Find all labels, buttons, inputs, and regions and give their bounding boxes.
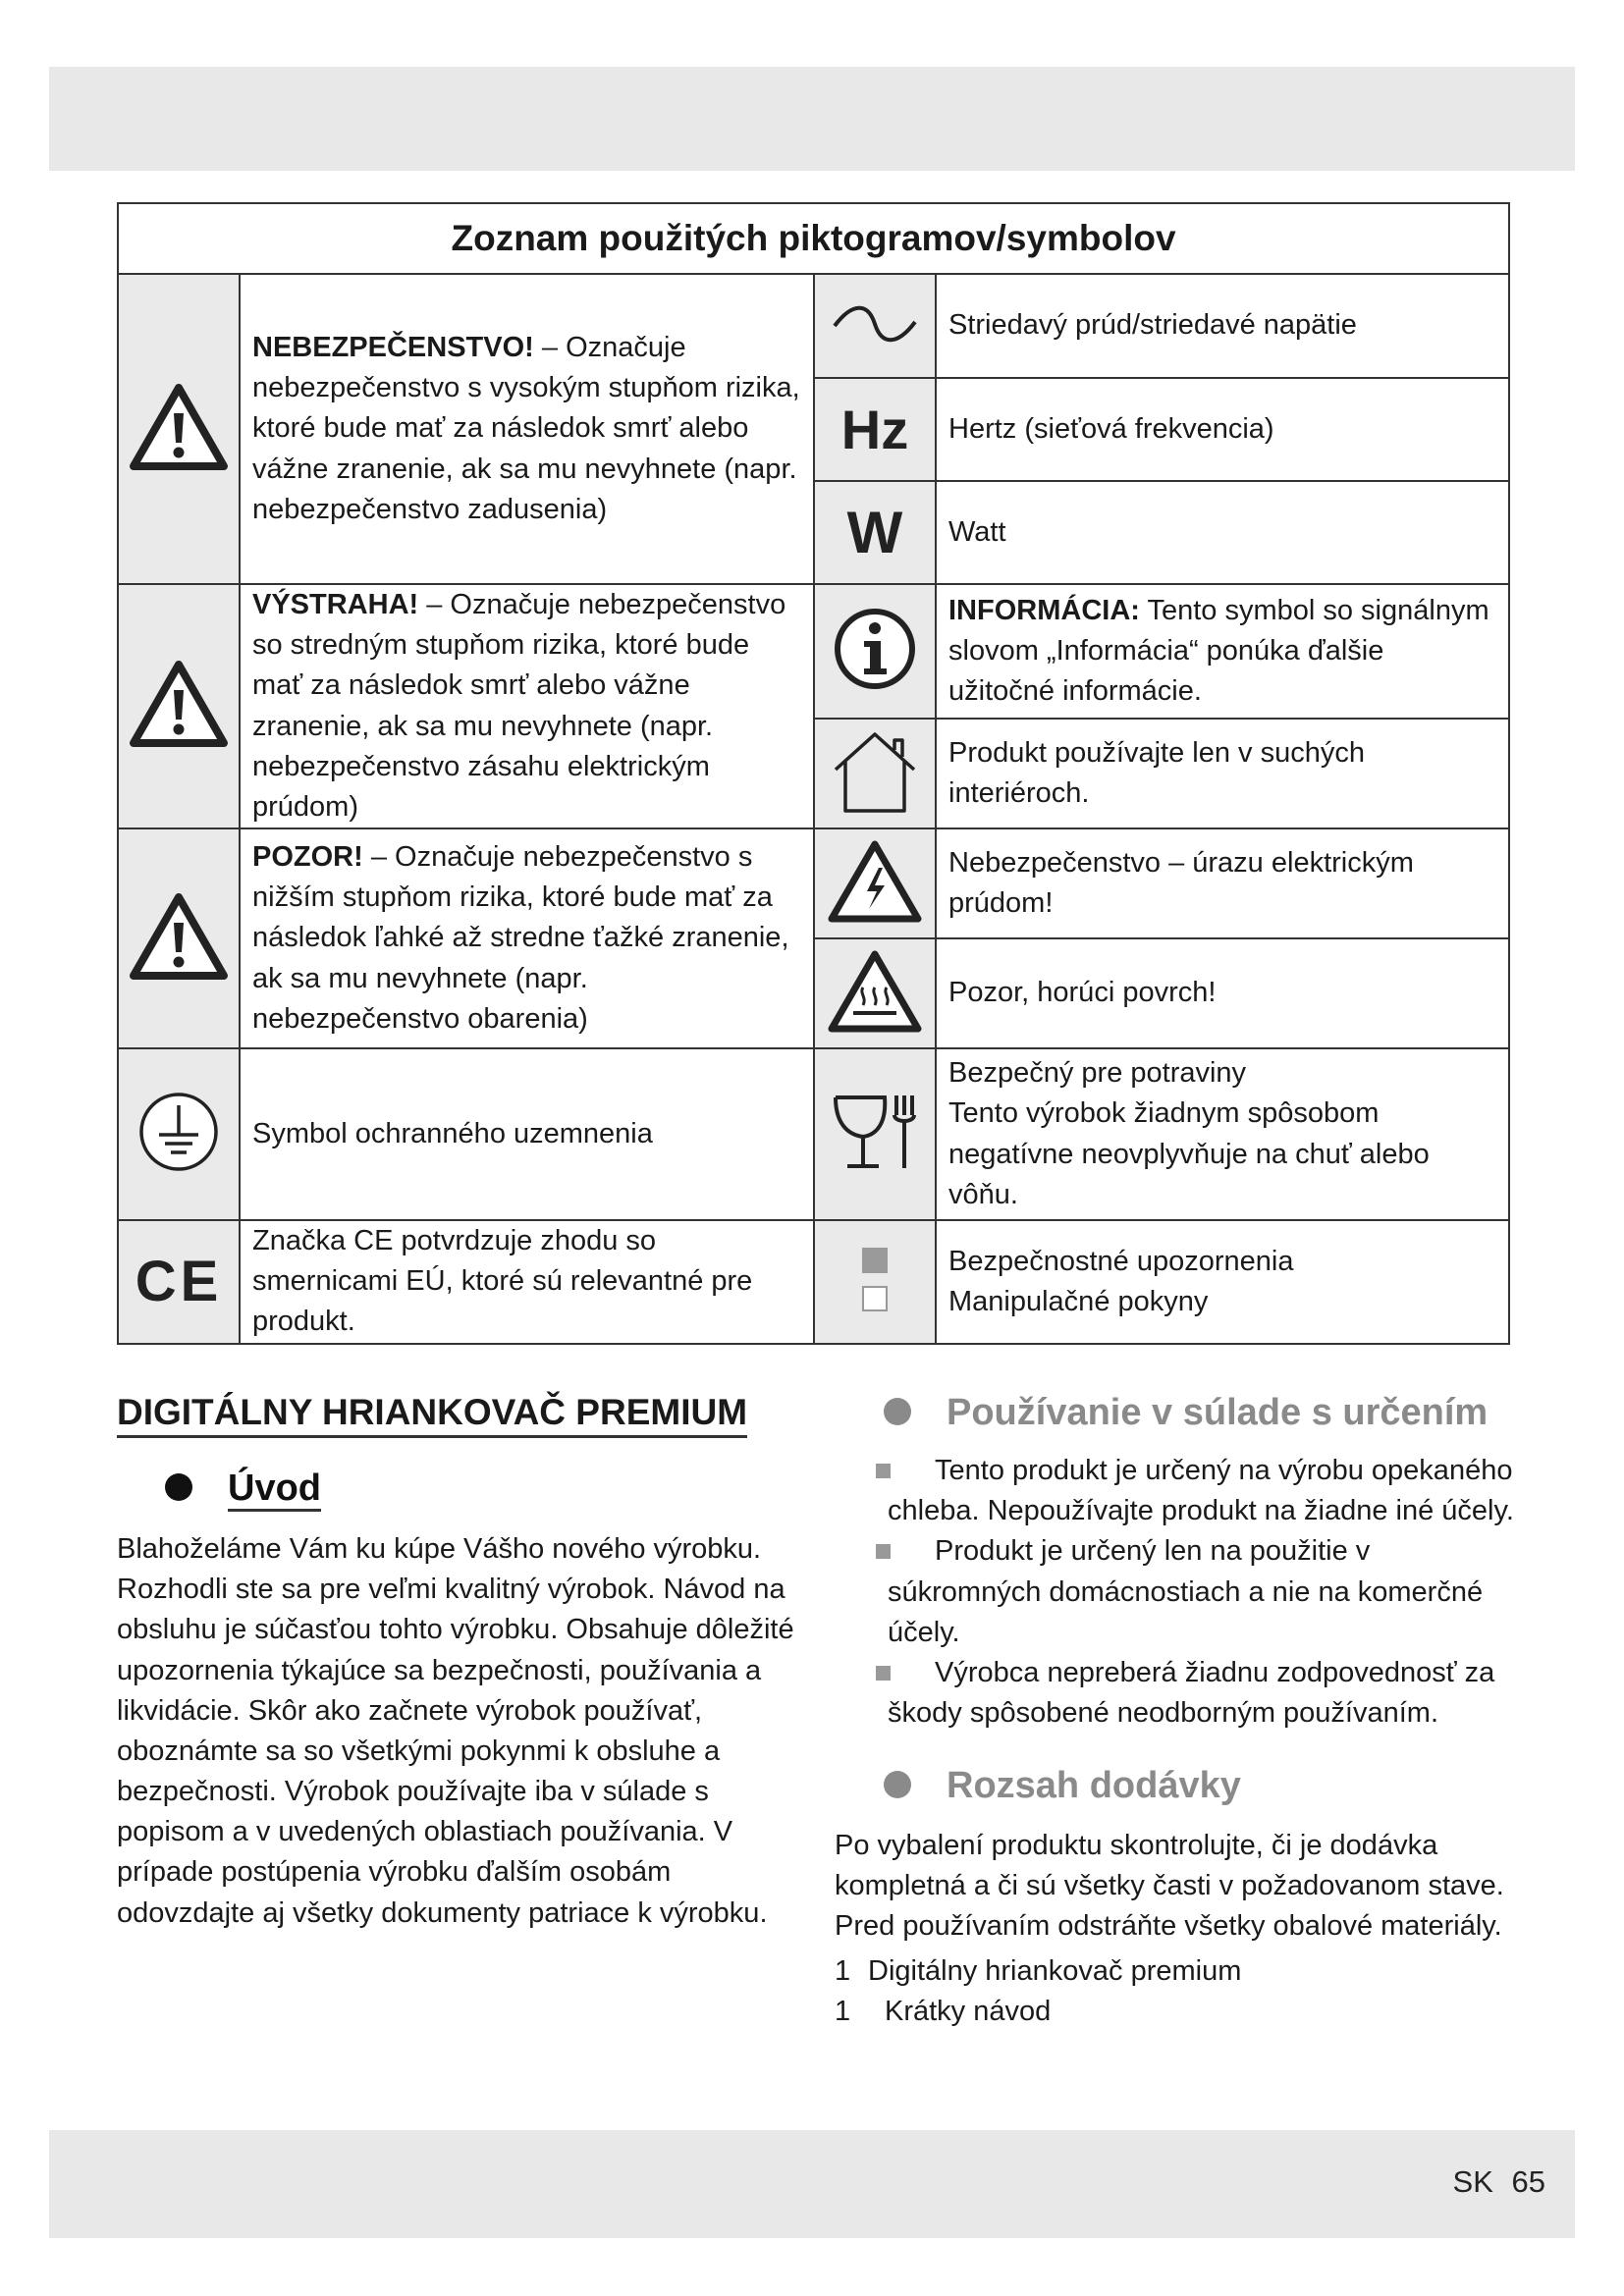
ground-symbol xyxy=(118,1048,240,1220)
square-bullet-icon xyxy=(876,1464,891,1478)
danger-description xyxy=(240,274,814,584)
food-text: Tento výrobok žiadnym spôsobom negatívne neovplyvňuje na chuť alebo vôňu. xyxy=(948,1097,1430,1210)
protective-earth-icon xyxy=(135,1088,223,1176)
square-bullet-icon xyxy=(876,1666,891,1681)
warning-description xyxy=(240,584,814,828)
ce-symbol xyxy=(118,1220,240,1344)
alternating-current-icon xyxy=(831,304,919,344)
danger-text: – Označuje nebezpečenstvo s vysokým stupňom rizika, ktoré bude mať za následok smrť alebo vážne zranenie, ak sa mu nevyhnete (napr. nebezpečenstvo zadusenia) xyxy=(252,332,800,525)
legend-handling: Manipulačné pokyny xyxy=(948,1285,1209,1317)
danger-symbol xyxy=(118,274,240,584)
footer-page: 65 xyxy=(1511,2164,1545,2199)
delivery-text: Po vybalení produktu skontrolujte, či je dodávka kompletná a či sú všetky časti v požadovanom stave. Pred používaním odstráňte všetky obalové materiály. xyxy=(835,1830,1504,1943)
w-symbol xyxy=(814,481,936,584)
indoor-text: Produkt používajte len v suchých interiéroch. xyxy=(936,719,1509,828)
legend-description xyxy=(936,1220,1509,1344)
food-symbol xyxy=(814,1048,936,1220)
bullet-icon xyxy=(884,1771,911,1798)
list-item xyxy=(876,1531,1524,1653)
caution-label: POZOR! xyxy=(252,841,363,874)
page-number xyxy=(1453,2164,1545,2200)
list-item-text: Výrobca nepreberá žiadnu zodpovednosť za škody spôsobené neodborným používaním. xyxy=(888,1656,1495,1730)
ground-text: Symbol ochranného uzemnenia xyxy=(240,1048,814,1220)
intended-use-list xyxy=(876,1451,1524,1734)
warning-label: VÝSTRAHA! xyxy=(252,589,419,620)
legend-safety: Bezpečnostné upozornenia xyxy=(948,1245,1294,1277)
product-title: DIGITÁLNY HRIANKOVAČ PREMIUM xyxy=(117,1392,747,1438)
warning-triangle-icon xyxy=(128,382,230,472)
ce-mark-icon: CE xyxy=(135,1250,223,1314)
item-name: Digitálny hriankovač premium xyxy=(868,1955,1242,1987)
footer-band xyxy=(49,2130,1575,2238)
caution-symbol xyxy=(118,828,240,1048)
delivery-items xyxy=(835,1951,1241,2032)
info-symbol xyxy=(814,584,936,719)
intended-use-heading xyxy=(884,1392,1488,1434)
food-description xyxy=(936,1048,1509,1220)
caution-description xyxy=(240,828,814,1048)
symbols-table xyxy=(117,202,1510,1345)
list-item-text: Tento produkt je určený na výrobu opekaného chleba. Nepoužívajte produkt na žiadne iné účely. xyxy=(888,1455,1514,1527)
delivery-heading xyxy=(884,1765,1241,1807)
info-text: Tento symbol so signálnym slovom „Informácia“ ponúka ďalšie užitočné informácie. xyxy=(948,594,1489,708)
watt-icon: W xyxy=(846,500,903,565)
info-label: INFORMÁCIA: xyxy=(948,594,1140,626)
warning-symbol xyxy=(118,584,240,828)
electric-symbol xyxy=(814,828,936,938)
food-safe-icon xyxy=(828,1088,922,1176)
house-icon xyxy=(828,728,922,815)
delivery-paragraph xyxy=(835,1826,1522,1948)
item-qty: 1 xyxy=(835,1955,851,1987)
warning-text: – Označuje nebezpečenstvo so stredným stupňom rizika, ktoré bude mať za následok smrť alebo vážne zranenie, ak sa mu nevyhnete (napr. nebezpečenstvo zásahu elektrickým prúdom) xyxy=(252,589,786,823)
intro-heading-text: Úvod xyxy=(228,1468,321,1512)
intro-text: Blahoželáme Vám ku kúpe Vášho nového výrobku. Rozhodli ste sa pre veľmi kvalitný výrobok. Návod na obsluhu je súčasťou tohto výrobku. Obsahuje dôležité upozornenia týkajúce sa bezpečnosti, používania a likvidácie. Skôr ako začnete výrobok používať, oboznámte sa so všetkými pokynmi k obsluhe a bezpečnosti. Výrobok používajte iba v súlade s popisom a v uvedených oblastiach používania. V prípade postúpenia výrobku ďalším osobám odovzdajte aj všetky dokumenty patriace k výrobku. xyxy=(117,1533,794,1929)
filled-square-icon xyxy=(862,1248,888,1273)
intro-heading xyxy=(165,1468,321,1510)
intended-use-heading-text: Používanie v súlade s určením xyxy=(947,1392,1489,1433)
electric-shock-icon xyxy=(826,838,924,925)
delivery-heading-text: Rozsah dodávky xyxy=(947,1765,1241,1806)
list-item xyxy=(835,1992,1241,2032)
hot-surface-icon xyxy=(826,948,924,1035)
electric-text: Nebezpečenstvo – úrazu elektrickým prúdom! xyxy=(936,828,1509,938)
info-icon xyxy=(832,606,918,692)
list-item-text: Produkt je určený len na použitie v súkromných domácnostiach a nie na komerčné účely. xyxy=(888,1535,1484,1648)
footer-lang: SK xyxy=(1452,2164,1493,2199)
bullet-icon xyxy=(884,1398,911,1425)
hz-icon: Hz xyxy=(840,399,909,460)
legend-symbol xyxy=(814,1220,936,1344)
hz-text: Hertz (sieťová frekvencia) xyxy=(936,378,1509,481)
ac-symbol xyxy=(814,274,936,378)
header-band xyxy=(49,67,1575,171)
hot-symbol xyxy=(814,938,936,1048)
list-item xyxy=(876,1451,1524,1531)
ce-text: Značka CE potvrdzuje zhodu so smernicami EÚ, ktoré sú relevantné pre produkt. xyxy=(240,1220,814,1344)
table-title: Zoznam použitých piktogramov/symbolov xyxy=(118,203,1509,274)
list-item xyxy=(835,1951,1241,1992)
list-item xyxy=(876,1653,1524,1734)
caution-text: – Označuje nebezpečenstvo s nižším stupňom rizika, ktoré bude mať za následok ľahké až stredne ťažké zranenie, ak sa mu nevyhnete (napr. nebezpečenstvo obarenia) xyxy=(252,841,789,1035)
item-qty: 1 xyxy=(835,1996,851,2028)
item-name: Krátky návod xyxy=(885,1996,1052,2028)
info-description xyxy=(936,584,1509,719)
ac-text: Striedavý prúd/striedavé napätie xyxy=(936,274,1509,378)
hz-symbol xyxy=(814,378,936,481)
intro-paragraph xyxy=(117,1529,804,1934)
empty-square-icon xyxy=(862,1286,888,1311)
food-title: Bezpečný pre potraviny xyxy=(948,1057,1247,1090)
hot-text: Pozor, horúci povrch! xyxy=(936,938,1509,1048)
w-text: Watt xyxy=(936,481,1509,584)
danger-label: NEBEZPEČENSTVO! xyxy=(252,332,534,364)
warning-triangle-icon xyxy=(128,659,230,749)
square-bullet-icon xyxy=(876,1544,891,1559)
warning-triangle-icon xyxy=(128,891,230,982)
bullet-icon xyxy=(165,1473,192,1501)
indoor-symbol xyxy=(814,719,936,828)
